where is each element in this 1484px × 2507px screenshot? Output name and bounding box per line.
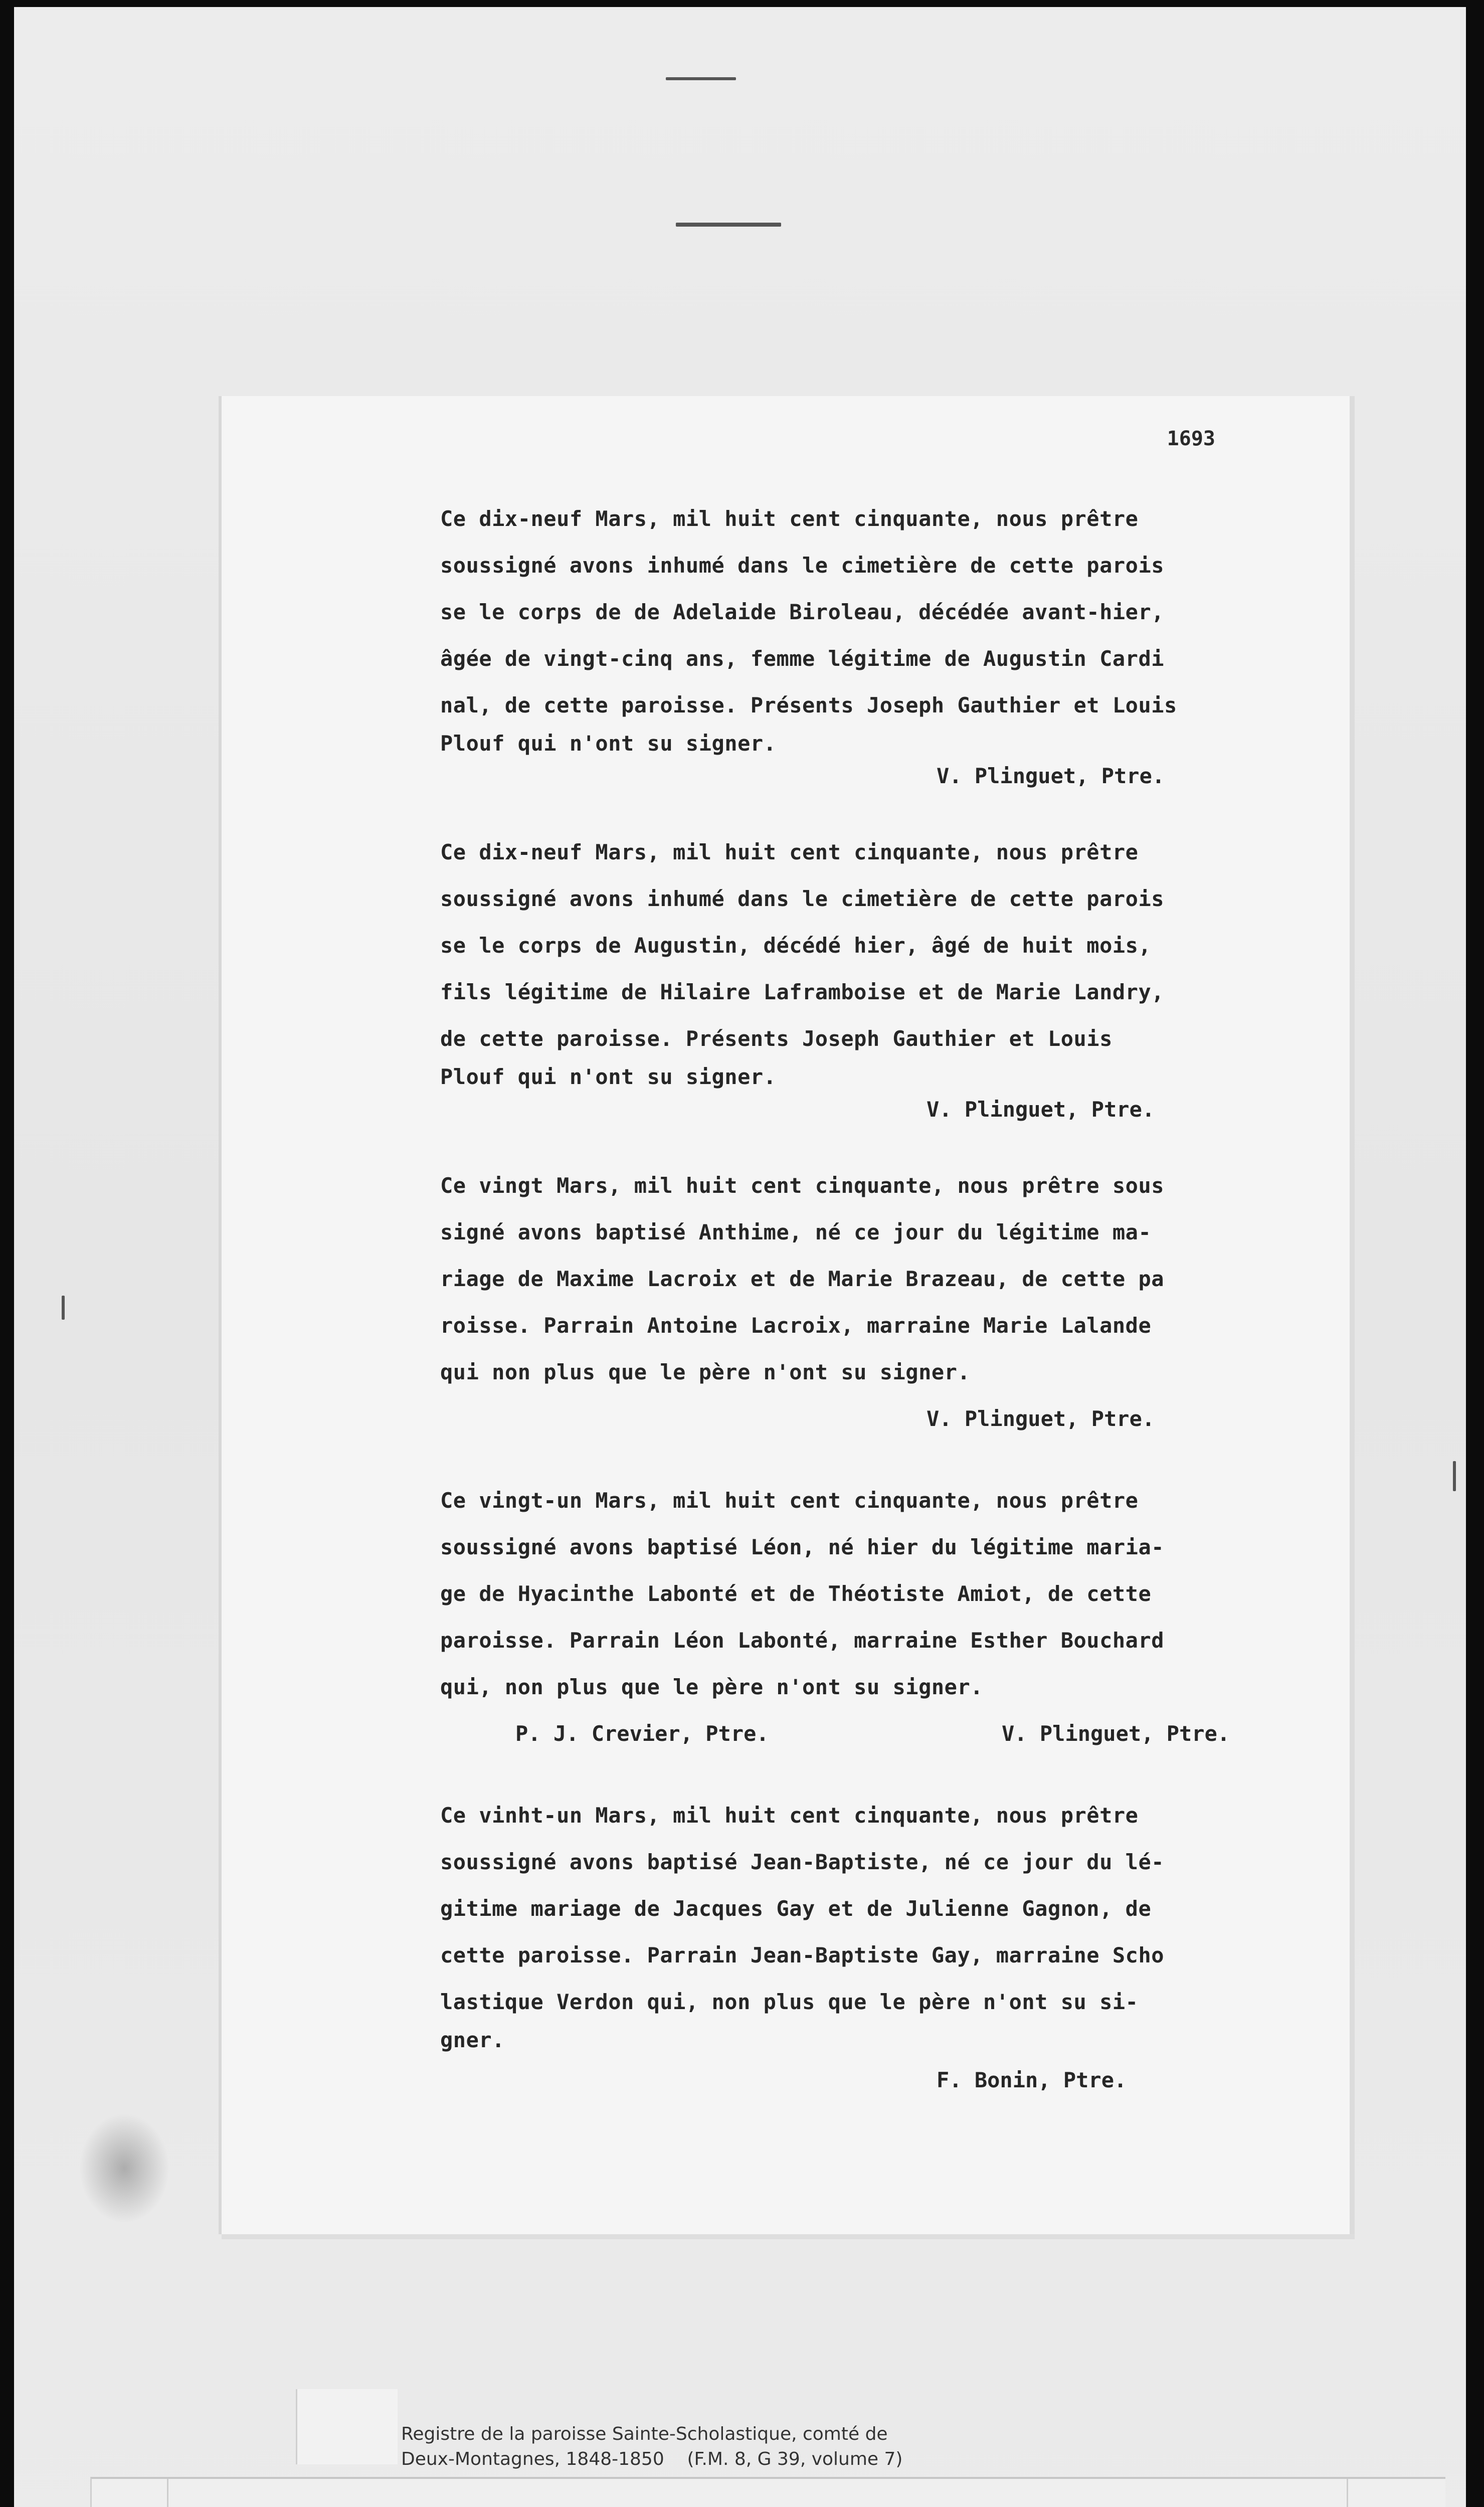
priest-signature: F. Bonin, Ptre. [937, 2068, 1127, 2092]
entry-line: ge de Hyacinthe Labonté et de Théotiste Amiot, de cette [440, 1581, 1152, 1606]
register-entry [440, 1792, 1333, 2105]
archive-caption [401, 2422, 1053, 2472]
entry-line: Ce vingt Mars, mil huit cent cinquante, nous prêtre sous [440, 1173, 1165, 1198]
entry-line: Ce dix-neuf Mars, mil huit cent cinquante, nous prêtre [440, 840, 1139, 864]
entry-line: soussigné avons baptisé Léon, né hier du légitime maria- [440, 1535, 1165, 1559]
entry-line: soussigné avons baptisé Jean-Baptiste, né ce jour du lé- [440, 1850, 1165, 1874]
entry-line: roisse. Parrain Antoine Lacroix, marraine Marie Lalande [440, 1313, 1152, 1338]
archives-stamp [90, 2477, 1445, 2507]
entry-line: âgée de vingt-cinq ans, femme légitime de Augustin Cardi [440, 646, 1165, 671]
priest-signature: V. Plinguet, Ptre. [1002, 1721, 1230, 1746]
entry-line: Ce vingt-un Mars, mil huit cent cinquante, nous prêtre [440, 1488, 1139, 1513]
scan-speck [666, 77, 736, 80]
caption-line: Registre de la paroisse Sainte-Scholastique, comté de [401, 2424, 888, 2444]
register-entry [440, 1477, 1333, 1757]
entry-line: qui non plus que le père n'ont su signer. [440, 1360, 971, 1384]
priest-signature: V. Plinguet, Ptre. [926, 1406, 1155, 1431]
entry-line: lastique Verdon qui, non plus que le père n'ont su si- [440, 1990, 1139, 2014]
entry-line: Ce dix-neuf Mars, mil huit cent cinquante, nous prêtre [440, 506, 1139, 531]
register-entry [440, 1162, 1333, 1442]
entry-line: de cette paroisse. Présents Joseph Gauthier et Louis [440, 1026, 1112, 1051]
stamp-frame [167, 2479, 1348, 2507]
entry-line: se le corps de de Adelaide Biroleau, décédée avant-hier, [440, 600, 1165, 624]
register-page [222, 396, 1355, 2234]
scan-speck [1453, 1461, 1456, 1491]
priest-signature-left: P. J. Crevier, Ptre. [515, 1721, 769, 1746]
entry-line: riage de Maxime Lacroix et de Marie Brazeau, de cette pa [440, 1267, 1165, 1291]
entry-line: Plouf qui n'ont su signer. [440, 731, 777, 756]
entry-line: gner. [440, 2028, 505, 2052]
register-entry [440, 829, 1333, 1127]
priest-signature: V. Plinguet, Ptre. [926, 1097, 1155, 1122]
entry-line: cette paroisse. Parrain Jean-Baptiste Gay, marraine Scho [440, 1943, 1165, 1967]
register-entry [440, 495, 1333, 794]
entry-line: gitime mariage de Jacques Gay et de Julienne Gagnon, de [440, 1896, 1152, 1921]
caption-tab [296, 2389, 398, 2464]
signature-row [440, 1710, 1333, 1757]
entry-line: Ce vinht-un Mars, mil huit cent cinquante, nous prêtre [440, 1803, 1139, 1828]
entry-line: soussigné avons inhumé dans le cimetière de cette parois [440, 553, 1165, 578]
page-number: 1693 [1167, 427, 1215, 450]
entry-line: fils légitime de Hilaire Laframboise et de Marie Landry, [440, 980, 1165, 1004]
entry-line: signé avons baptisé Anthime, né ce jour du légitime ma- [440, 1220, 1152, 1244]
register-entries [440, 495, 1333, 2140]
entry-line: soussigné avons inhumé dans le cimetière de cette parois [440, 886, 1165, 911]
entry-line: se le corps de Augustin, décédé hier, âgé de huit mois, [440, 933, 1152, 958]
entry-line: nal, de cette paroisse. Présents Joseph Gauthier et Louis [440, 693, 1177, 718]
caption-line: Deux-Montagnes, 1848-1850 (F.M. 8, G 39, volume 7) [401, 2449, 903, 2469]
scan-smudge [79, 2113, 169, 2223]
scan-speck [62, 1296, 65, 1320]
priest-signature: V. Plinguet, Ptre. [937, 764, 1165, 788]
scan-speck [676, 223, 781, 227]
entry-line: qui, non plus que le père n'ont su signer. [440, 1675, 984, 1699]
entry-line: Plouf qui n'ont su signer. [440, 1064, 777, 1089]
entry-line: paroisse. Parrain Léon Labonté, marraine Esther Bouchard [440, 1628, 1165, 1653]
